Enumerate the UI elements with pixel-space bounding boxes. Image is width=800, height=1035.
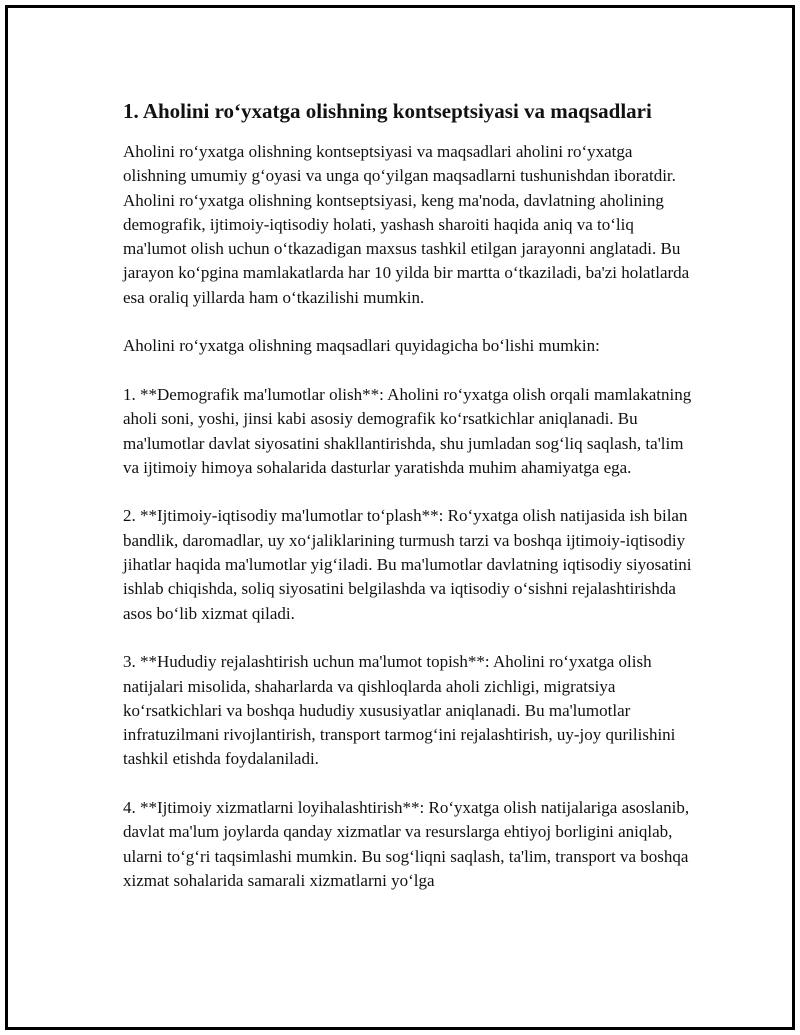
goal-item-3: 3. **Hududiy rejalashtirish uchun ma'lumot topish**: Aholini ro‘yxatga olish natijalari misolida, shaharlarda va qishloqlarda aholi zichligi, migratsiya ko‘rsatkichlari va boshqa hududiy xususiyatlar aniqlanadi. Bu ma'lumotlar infratuzilmani rivojlantirish, transport tarmog‘ini rejalashtirish, uy-joy qurilishini tashkil etishda foydalaniladi.	[123, 652, 676, 769]
document-content	[123, 96, 693, 918]
goal-item-1: 1. **Demografik ma'lumotlar olish**: Aholini ro‘yxatga olish orqali mamlakatning aholi soni, yoshi, jinsi kabi asosiy demografik ko‘rsatkichlar aniqlanadi. Bu ma'lumotlar davlat siyosatini shakllantirishda, shu jumladan sog‘liq saqlash, ta'lim va ijtimoiy himoya sohalarida dasturlar yaratishda muhim ahamiyatga ega.	[123, 384, 692, 477]
goal-item-4: 4. **Ijtimoiy xizmatlarni loyihalashtirish**: Ro‘yxatga olish natijalariga asoslanib, davlat ma'lum joylarda qanday xizmatlar va resurslarga ehtiyoj borligini aniqlab, ularni to‘g‘ri taqsimlashi mumkin. Bu sog‘liqni saqlash, ta'lim, transport va boshqa xizmat sohalarida samarali xizmatlarni yo‘lga	[123, 798, 690, 890]
document-title: 1. Aholini ro‘yxatga olishning kontseptsiyasi va maqsadlari	[123, 99, 652, 123]
intro-paragraph: Aholini ro‘yxatga olishning kontseptsiyasi va maqsadlari aholini ro‘yxatga olishning umumiy g‘oyasi va unga qo‘yilgan maqsadlarni tushunishdan iboratdir. Aholini ro‘yxatga olishning kontseptsiyasi, keng ma'noda, davlatning aholining demografik, ijtimoiy-iqtisodiy holati, yashash sharoiti haqida aniq va to‘liq ma'lumot olish uchun o‘tkazadigan maxsus tashkil etilgan jarayonni anglatadi. Bu jarayon ko‘pgina mamlakatlarda har 10 yilda bir martta o‘tkaziladi, ba'zi holatlarda esa oraliq yillarda ham o‘tkazilishi mumkin.	[123, 142, 690, 307]
document-page	[5, 5, 795, 1030]
goal-item-2: 2. **Ijtimoiy-iqtisodiy ma'lumotlar to‘plash**: Ro‘yxatga olish natijasida ish bilan bandlik, daromadlar, uy xo‘jaliklarining turmush tarzi va boshqa ijtimoiy-iqtisodiy jihatlar haqida ma'lumotlar yig‘iladi. Bu ma'lumotlar davlatning iqtisodiy siyosatini ishlab chiqishda, soliq siyosatini belgilashda va iqtisodiy o‘sishni rejalashtirishda asos bo‘lib xizmat qiladi.	[123, 506, 692, 623]
goals-intro-paragraph: Aholini ro‘yxatga olishning maqsadlari quyidagicha bo‘lishi mumkin:	[123, 336, 600, 356]
